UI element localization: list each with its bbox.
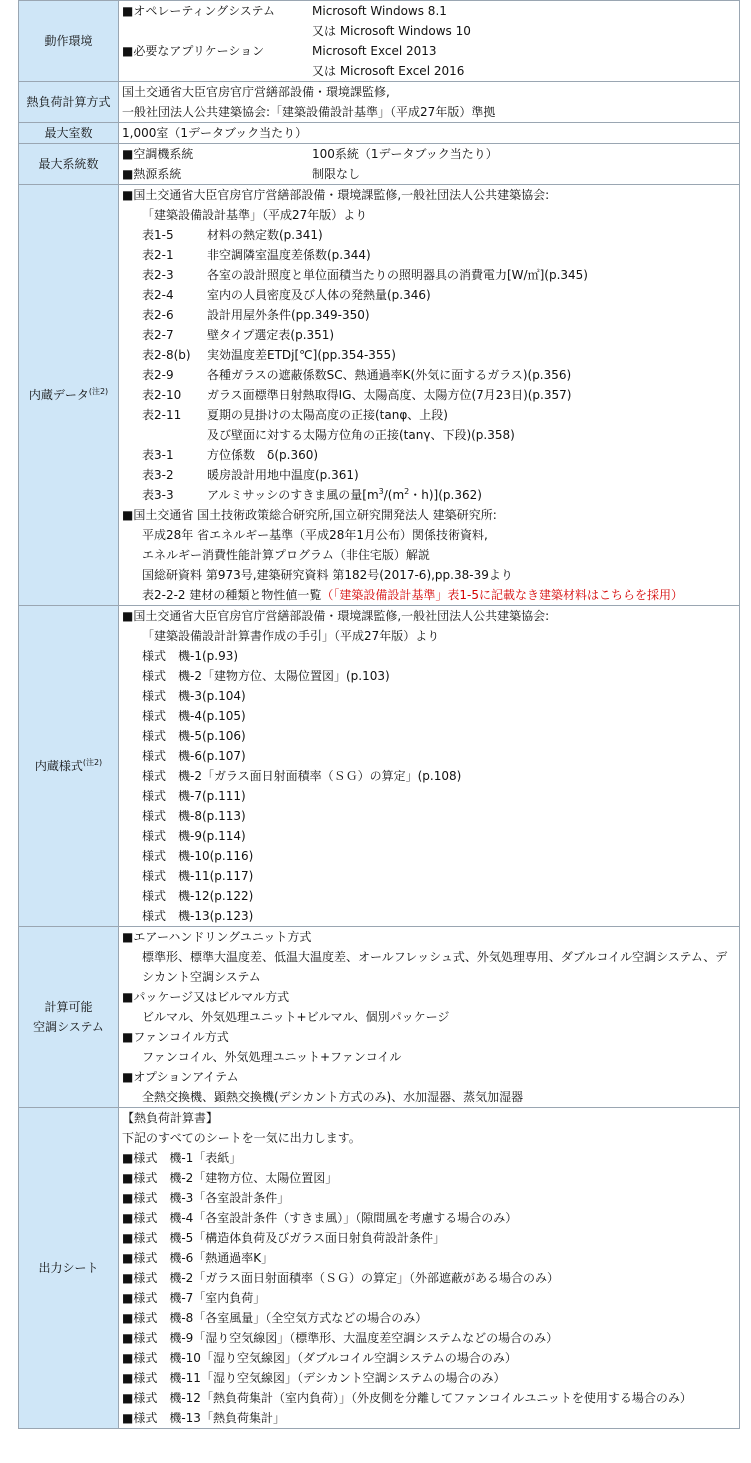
output-item: ■様式 機-6「熱通過率K」	[122, 1251, 274, 1265]
row-max-rooms	[19, 123, 740, 144]
ac-systems-cell	[119, 927, 740, 1108]
fancoil-heading: ■ファンコイル方式	[122, 1030, 229, 1044]
ahu-values: 標準形、標準大温度差、低温大温度差、オールフレッシュ式、外気処理専用、ダブルコイル空調システム、デシカント空調システム	[142, 950, 728, 984]
note-2-mark-forms: (注2)	[82, 758, 103, 767]
form-item: 様式 機-8(p.113)	[142, 809, 246, 823]
app-value-2: 又は Microsoft Excel 2016	[312, 64, 465, 78]
form-item: 様式 機-2「ガラス面日射面積率（ＳＧ）の算定」(p.108)	[142, 769, 462, 783]
data-table-item: 表2-7 壁タイプ選定表(p.351)	[142, 328, 335, 342]
ac-system-label: ■空調機系統	[122, 147, 194, 161]
form-item: 様式 機-3(p.104)	[142, 689, 246, 703]
form-item: 様式 機-5(p.106)	[142, 729, 246, 743]
output-item: ■様式 機-12「熱負荷集計（室内負荷）」（外皮側を分離してファンコイルユニットを使用する場合のみ）	[122, 1391, 692, 1405]
form-item: 様式 機-4(p.105)	[142, 709, 246, 723]
output-item: ■様式 機-9「湿り空気線図」（標準形、大温度差空調システムなどの場合のみ）	[122, 1331, 559, 1345]
data-table-item: 表3-1 方位係数 δ(p.360)	[142, 448, 319, 462]
forms-source-a: ■国土交通省大臣官房官庁営繕部設備・環境課監修,一般社団法人公共建築協会:	[122, 609, 550, 623]
calc-method-line-2: 一般社団法人公共建築協会:「建築設備設計基準」（平成27年版）準拠	[122, 105, 496, 119]
row-label-builtin-data: 内蔵データ$^{(注2)}$	[19, 185, 119, 606]
row-label-max-systems: 最大系統数	[19, 144, 119, 185]
option-values: 全熱交換機、顕熱交換機(デシカント方式のみ)、水加湿器、蒸気加湿器	[142, 1090, 524, 1104]
data-source-2-e: 表2-2-2 建材の種類と物性値一覧（「建築設備設計基準」表1-5に記載なき建築材料はこちらを採用）	[142, 588, 683, 602]
output-item: ■様式 機-7「室内負荷」	[122, 1291, 266, 1305]
data-source-2-b: 平成28年 省エネルギー基準（平成28年1月公布）関係技術資料,	[142, 528, 488, 542]
form-item: 様式 機-1(p.93)	[142, 649, 239, 663]
fancoil-values: ファンコイル、外気処理ユニット+ファンコイル	[142, 1050, 402, 1064]
data-table-item: 表2-4 室内の人員密度及び人体の発熱量(p.346)	[142, 288, 431, 302]
data-table-item: 表2-11 夏期の見掛けの太陽高度の正接(tanφ、上段)	[142, 408, 448, 422]
output-item: ■様式 機-11「湿り空気線図」（デシカント空調システムの場合のみ）	[122, 1371, 506, 1385]
table-3-3: 表3-3 アルミサッシのすきま風の量[$m^3/(m^2$・h)](p.362)	[142, 487, 482, 502]
environment-cell	[119, 1, 740, 82]
row-label-environment: 動作環境	[19, 1, 119, 82]
row-label-max-rooms: 最大室数	[19, 123, 119, 144]
data-table-item: 表2-6 設計用屋外条件(pp.349-350)	[142, 308, 370, 322]
ahu-heading: ■エアーハンドリングユニット方式	[122, 930, 312, 944]
data-table-item: 表2-8(b) 実効温度差ETDj[℃](pp.354-355)	[142, 348, 396, 362]
heat-source-label: ■熱源系統	[122, 167, 182, 181]
ac-system-value: 100系統（1データブック当たり）	[312, 147, 498, 161]
output-item: ■様式 機-2「ガラス面日射面積率（ＳＧ）の算定」（外部遮蔽がある場合のみ）	[122, 1271, 559, 1285]
package-heading: ■パッケージ又はビルマル方式	[122, 990, 290, 1004]
output-heading: 【熱負荷計算書】	[122, 1111, 219, 1125]
os-label: ■オペレーティングシステム	[122, 4, 275, 18]
output-item: ■様式 機-4「各室設計条件（すきま風）」（隙間風を考慮する場合のみ）	[122, 1211, 518, 1225]
row-label-calc-method: 熱負荷計算方式	[19, 82, 119, 123]
row-label-builtin-forms: 内蔵様式$^{(注2)}$	[19, 606, 119, 927]
row-builtin-forms	[19, 606, 740, 927]
data-table-item: 表3-2 暖房設計用地中温度(p.361)	[142, 468, 359, 482]
output-item: ■様式 機-3「各室設計条件」	[122, 1191, 290, 1205]
output-item: ■様式 機-13「熱負荷集計」	[122, 1411, 285, 1425]
max-rooms-cell	[119, 123, 740, 144]
form-item: 様式 機-11(p.117)	[142, 869, 254, 883]
data-source-2-a: ■国土交通省 国土技術政策総合研究所,国立研究開発法人 建築研究所:	[122, 508, 497, 522]
app-label: ■必要なアプリケーション	[122, 44, 265, 58]
output-item: ■様式 機-2「建物方位、太陽位置図」	[122, 1171, 338, 1185]
output-item: ■様式 機-1「表紙」	[122, 1151, 242, 1165]
data-table-item: 表2-3 各室の設計照度と単位面積当たりの照明器具の消費電力[W/㎡](p.345)	[142, 268, 588, 282]
builtin-forms-cell	[119, 606, 740, 927]
row-output-sheets	[19, 1108, 740, 1429]
row-calc-method	[19, 82, 740, 123]
material-note-red: （「建築設備設計基準」表1-5に記載なき建築材料はこちらを採用）	[321, 588, 683, 602]
heat-source-value: 制限なし	[312, 167, 361, 181]
data-source-1-b: 「建築設備設計基準」（平成27年版）より	[142, 208, 368, 222]
app-value-1: Microsoft Excel 2013	[312, 44, 437, 58]
data-table-item: 表1-5 材料の熱定数(p.341)	[142, 228, 323, 242]
forms-source-b: 「建築設備設計計算書作成の手引」（平成27年版）より	[142, 629, 440, 643]
data-source-2-d: 国総研資料 第973号,建築研究資料 第182号(2017-6),pp.38-39より	[142, 568, 513, 582]
table-2-11-cont: 及び壁面に対する太陽方位角の正接(tanγ、下段)(p.358)	[207, 428, 515, 442]
form-item: 様式 機-7(p.111)	[142, 789, 246, 803]
spec-table	[18, 0, 740, 1429]
form-item: 様式 機-6(p.107)	[142, 749, 246, 763]
form-item: 様式 機-9(p.114)	[142, 829, 246, 843]
note-2-mark: (注2)	[88, 387, 109, 396]
output-item: ■様式 機-8「各室風量」（全空気方式などの場合のみ）	[122, 1311, 428, 1325]
output-sheets-cell	[119, 1108, 740, 1429]
form-item: 様式 機-10(p.116)	[142, 849, 254, 863]
builtin-data-cell	[119, 185, 740, 606]
calc-method-cell	[119, 82, 740, 123]
calc-method-line-1: 国土交通省大臣官房官庁営繕部設備・環境課監修,	[122, 85, 390, 99]
output-intro: 下記のすべてのシートを一気に出力します。	[122, 1131, 361, 1145]
max-rooms-value: 1,000室（1データブック当たり）	[122, 126, 308, 140]
row-max-systems	[19, 144, 740, 185]
row-label-ac-systems: 計算可能 空調システム	[19, 927, 119, 1108]
form-item: 様式 機-12(p.122)	[142, 889, 254, 903]
data-table-item: 表2-1 非空調隣室温度差係数(p.344)	[142, 248, 371, 262]
os-value-1: Microsoft Windows 8.1	[312, 4, 447, 18]
output-item: ■様式 機-10「湿り空気線図」（ダブルコイル空調システムの場合のみ）	[122, 1351, 517, 1365]
option-heading: ■オプションアイテム	[122, 1070, 239, 1084]
data-table-item: 表2-9 各種ガラスの遮蔽係数SC、熱通過率K(外気に面するガラス)(p.356)	[142, 368, 572, 382]
row-label-output-sheets: 出力シート	[19, 1108, 119, 1429]
os-value-2: 又は Microsoft Windows 10	[312, 24, 471, 38]
form-item: 様式 機-2「建物方位、太陽位置図」(p.103)	[142, 669, 390, 683]
data-source-1-a: ■国土交通省大臣官房官庁営繕部設備・環境課監修,一般社団法人公共建築協会:	[122, 188, 550, 202]
row-environment	[19, 1, 740, 82]
package-values: ビルマル、外気処理ユニット+ビルマル、個別パッケージ	[142, 1010, 450, 1024]
row-builtin-data	[19, 185, 740, 606]
max-systems-cell	[119, 144, 740, 185]
data-table-item: 表2-10 ガラス面標準日射熱取得IG、太陽高度、太陽方位(7月23日)(p.357)	[142, 388, 572, 402]
data-source-2-c: エネルギー消費性能計算プログラム（非住宅版）解説	[142, 548, 430, 562]
form-item: 様式 機-13(p.123)	[142, 909, 254, 923]
spec-sheet	[18, 0, 739, 1429]
row-ac-systems	[19, 927, 740, 1108]
output-item: ■様式 機-5「構造体負荷及びガラス面日射負荷設計条件」	[122, 1231, 445, 1245]
